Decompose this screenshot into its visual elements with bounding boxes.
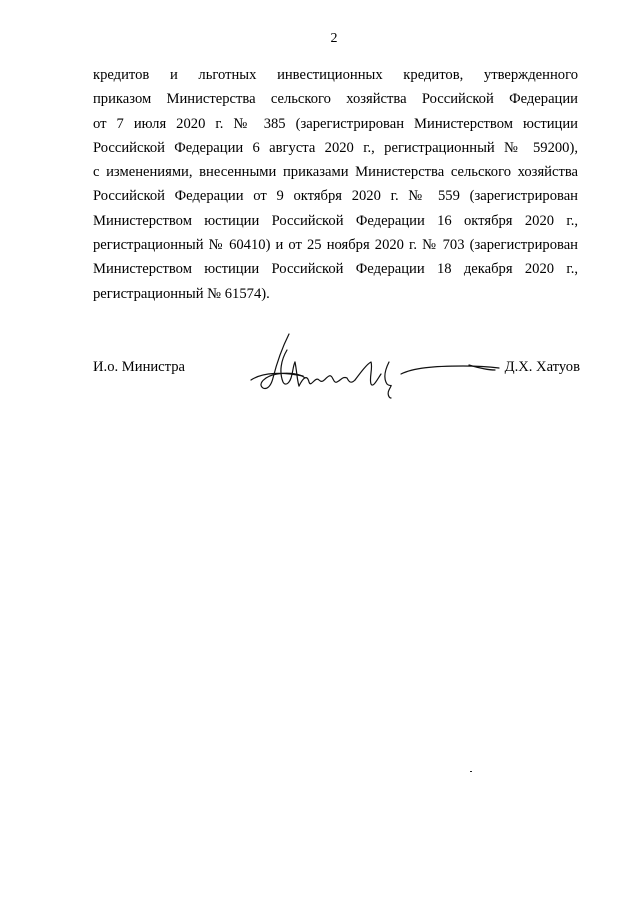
signature-block xyxy=(93,332,580,412)
handwritten-signature xyxy=(243,332,503,407)
signer-name: Д.Х. Хатуов xyxy=(504,359,580,375)
body-line: регистрационный № 61574). xyxy=(93,285,270,302)
document-body xyxy=(93,63,578,306)
body-line: приказом Министерства сельского хозяйства Российской Федерации xyxy=(93,91,578,108)
body-line: Министерством юстиции Российской Федерации 18 декабря 2020 г., xyxy=(93,261,578,278)
body-line: с изменениями, внесенными приказами Министерства сельского хозяйства xyxy=(93,164,578,181)
signer-title: И.о. Министра xyxy=(93,359,185,375)
body-line: кредитов и льготных инвестиционных кредитов, утвержденного xyxy=(93,67,578,83)
page-number: 2 xyxy=(330,31,338,46)
body-line: Российской Федерации от 9 октября 2020 г. № 559 (зарегистрирован xyxy=(93,188,578,205)
body-line: Министерством юстиции Российской Федерации 16 октября 2020 г., xyxy=(93,212,578,229)
body-line: Российской Федерации 6 августа 2020 г., регистрационный № 59200), xyxy=(93,139,578,156)
scan-speck xyxy=(470,771,472,772)
body-line: регистрационный № 60410) и от 25 ноября 2020 г. № 703 (зарегистрирован xyxy=(93,237,578,254)
body-line: от 7 июля 2020 г. № 385 (зарегистрирован Министерством юстиции xyxy=(93,115,578,132)
